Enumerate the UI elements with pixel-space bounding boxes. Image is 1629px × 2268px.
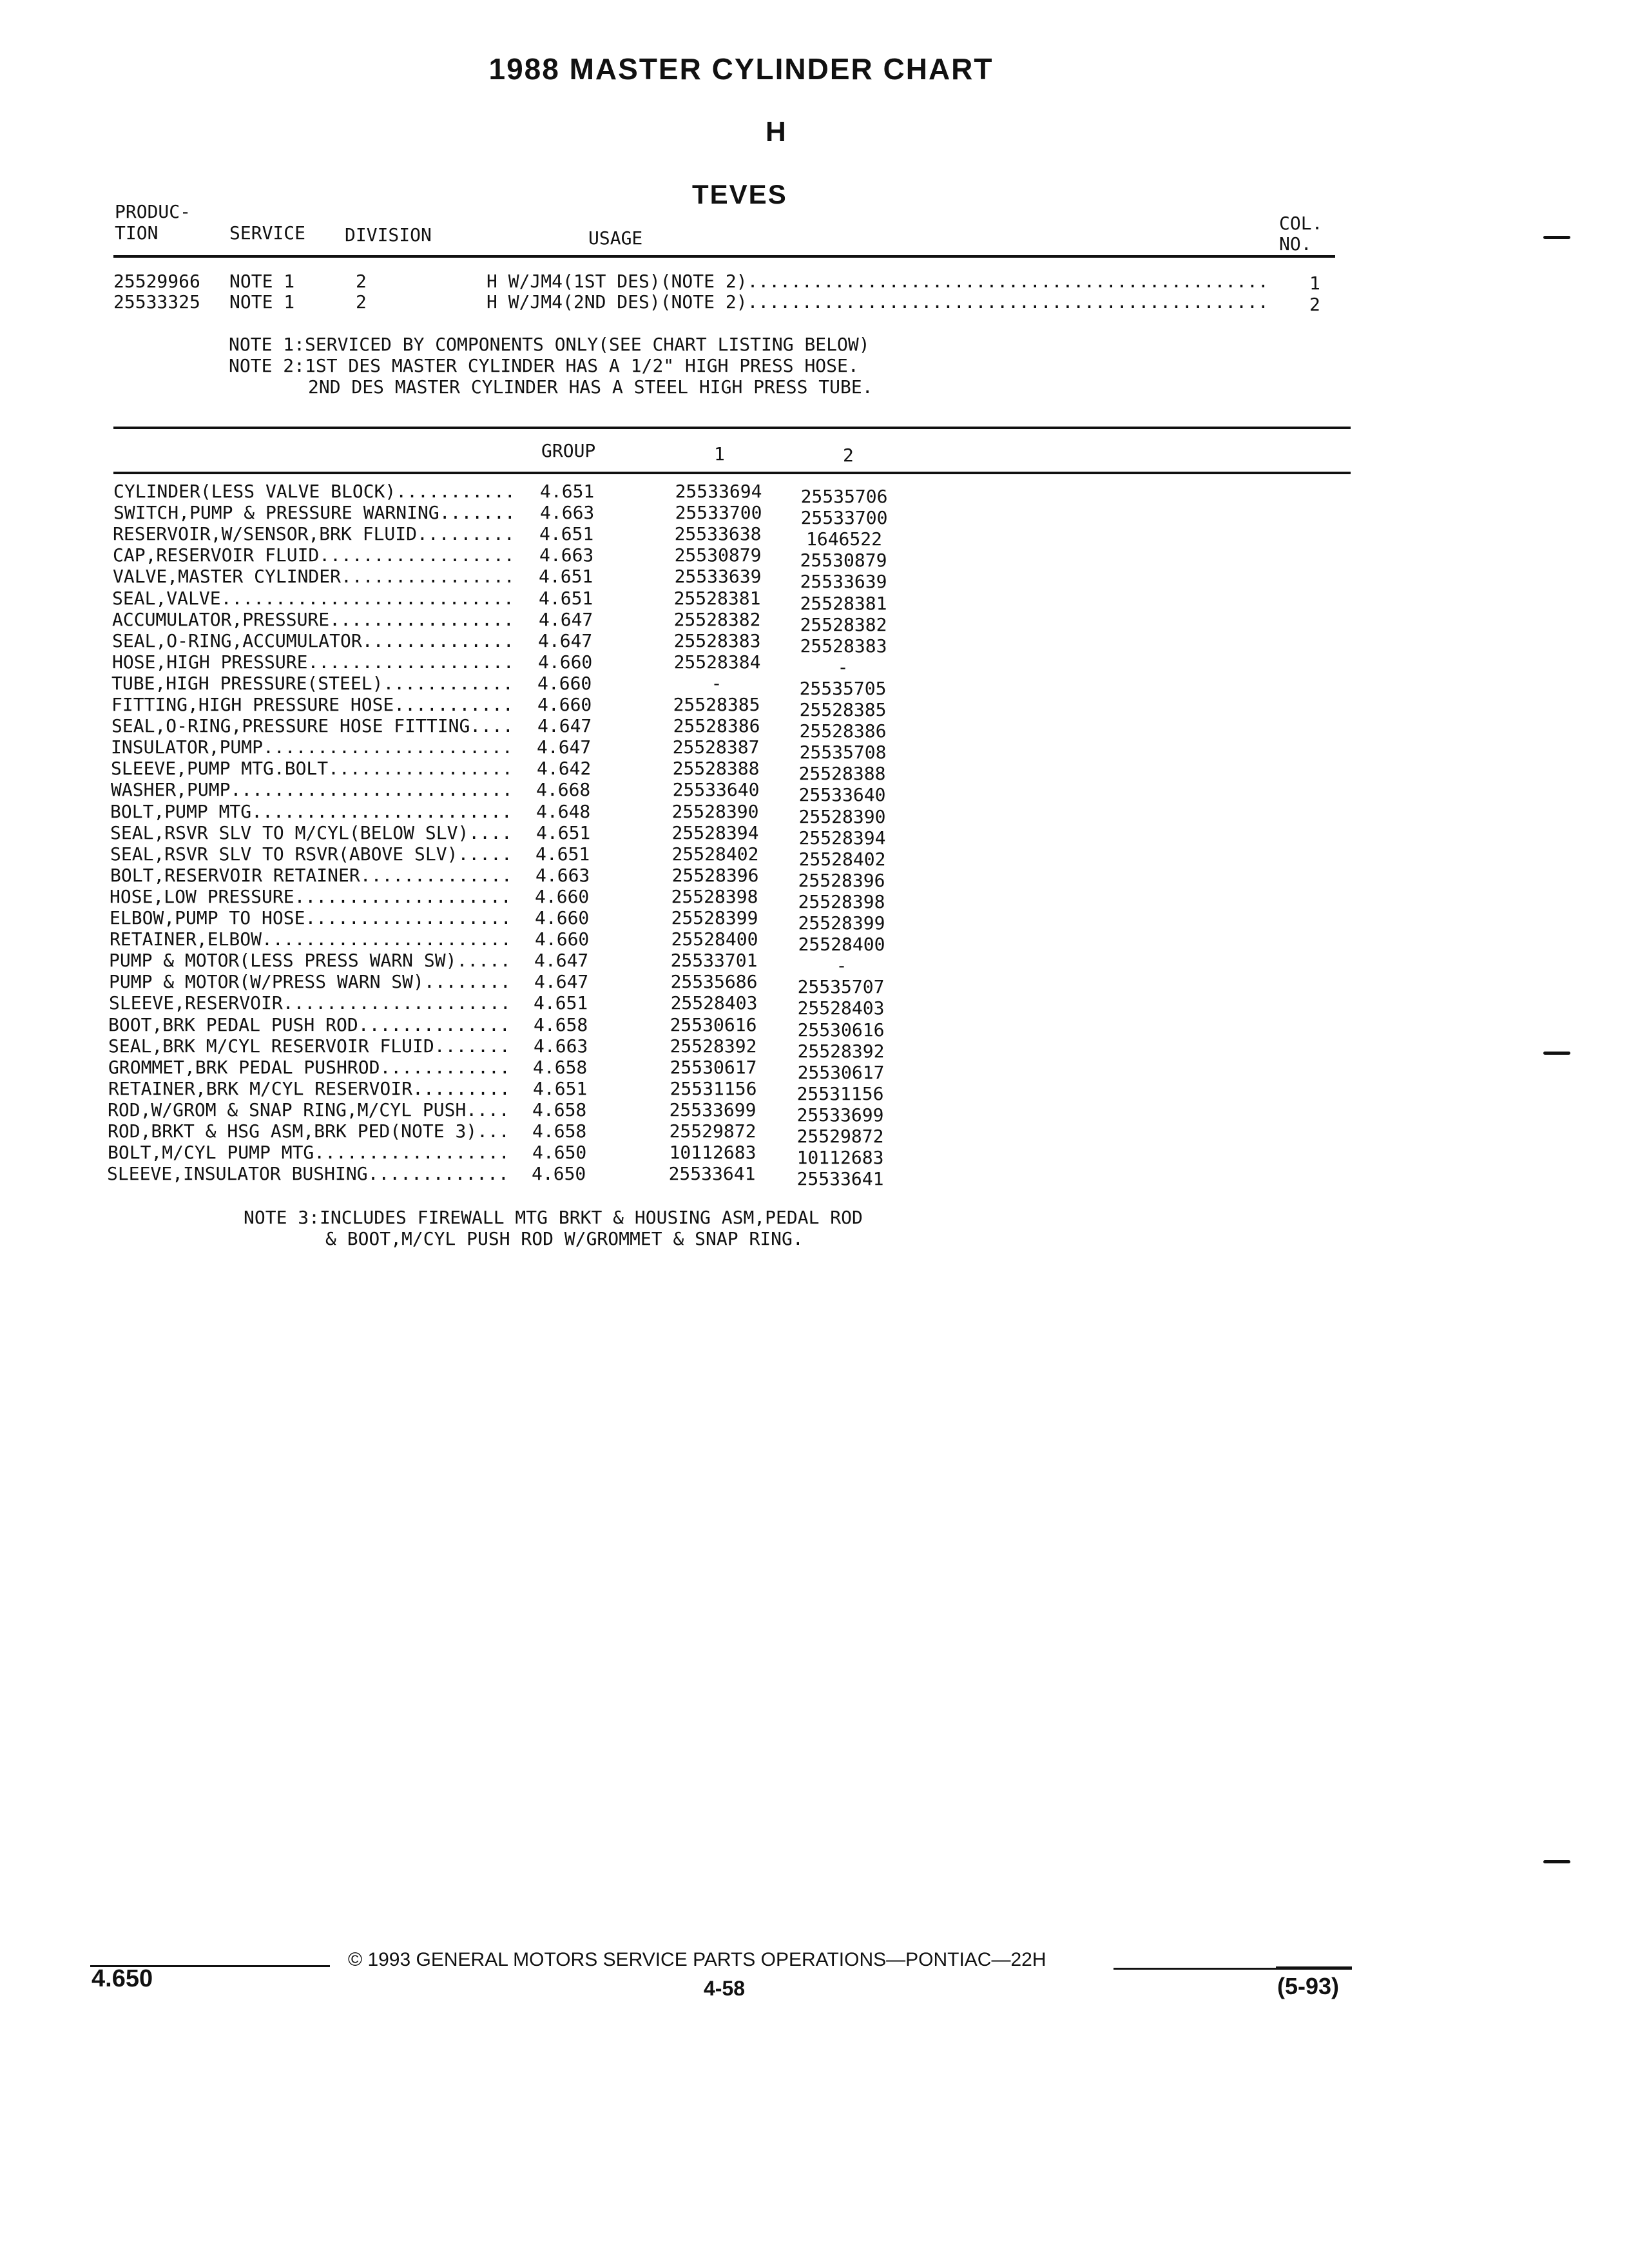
part-description: ROD,BRKT & HSG ASM,BRK PED(NOTE 3)... <box>108 1120 510 1142</box>
part-group: 4.651 <box>535 843 590 865</box>
parts-row <box>0 651 1629 678</box>
usage-col-no: 1 <box>1309 273 1320 294</box>
parts-row <box>0 1099 1629 1126</box>
dot-leader: ................... <box>307 651 514 673</box>
edge-mark-bottom <box>1543 1860 1570 1863</box>
part-col2: 25530879 <box>800 550 887 572</box>
part-group: 4.663 <box>535 864 590 886</box>
part-description: SEAL,VALVE........................... <box>112 587 514 609</box>
note-2-line1: NOTE 2:1ST DES MASTER CYLINDER HAS A 1/2" HIGH PRESS HOSE. <box>229 355 859 376</box>
part-group: 4.647 <box>534 950 589 972</box>
part-description: VALVE,MASTER CYLINDER................ <box>113 566 515 588</box>
parts-table-top-rule <box>113 427 1351 429</box>
dot-leader: .............. <box>358 1014 510 1035</box>
part-group: 4.663 <box>534 1035 588 1057</box>
dot-leader: ........ <box>423 971 511 993</box>
note-3-line1: NOTE 3:INCLUDES FIREWALL MTG BRKT & HOUSING ASM,PEDAL ROD <box>244 1207 863 1228</box>
section-letter: H <box>766 116 787 148</box>
dot-leader: ................................................ <box>747 291 1269 312</box>
parts-row <box>0 971 1629 998</box>
usage-production: 25529966 <box>113 271 200 292</box>
dot-leader: ....................... <box>262 928 512 950</box>
part-description: FITTING,HIGH PRESSURE HOSE........... <box>111 694 514 715</box>
parts-row <box>0 992 1629 1019</box>
parts-row <box>0 1142 1629 1169</box>
part-group: 4.647 <box>537 715 592 737</box>
usage-service: NOTE 1 <box>229 291 295 312</box>
parts-row <box>0 587 1629 614</box>
dot-leader: ........... <box>396 481 516 502</box>
parts-row <box>0 672 1629 699</box>
part-description: PUMP & MOTOR(LESS PRESS WARN SW)..... <box>109 950 511 972</box>
dot-leader: ......... <box>417 523 515 545</box>
part-col1: 25529872 <box>669 1120 757 1142</box>
usage-description: H W/JM4(2ND DES)(NOTE 2)................................................ <box>487 291 1269 312</box>
dot-leader: .... <box>468 822 512 843</box>
col-1-header: 1 <box>714 443 725 465</box>
usage-service: NOTE 1 <box>229 271 295 292</box>
part-col1: 25533701 <box>670 950 758 972</box>
part-description: WASHER,PUMP.......................... <box>111 779 513 801</box>
part-col1: 25533700 <box>675 502 762 524</box>
dot-leader: .... <box>466 1099 510 1120</box>
col-service-header: SERVICE <box>229 222 306 244</box>
part-group: 4.668 <box>536 779 591 801</box>
part-description: SEAL,O-RING,ACCUMULATOR.............. <box>112 629 514 651</box>
parts-row <box>0 566 1629 593</box>
part-col1: 25530616 <box>670 1014 757 1035</box>
part-description: SLEEVE,INSULATOR BUSHING............. <box>107 1163 509 1185</box>
dot-leader: ............ <box>383 672 514 694</box>
part-col1: 25528383 <box>673 629 761 651</box>
note-3-line2: & BOOT,M/CYL PUSH ROD W/GROMMET & SNAP RING. <box>325 1228 804 1249</box>
part-col2: 25528394 <box>798 827 886 849</box>
parts-row <box>0 1077 1629 1104</box>
col-usage-header: USAGE <box>588 227 643 249</box>
parts-row <box>0 1120 1629 1147</box>
part-group: 4.663 <box>540 502 595 524</box>
part-col1: 25528381 <box>673 587 761 609</box>
part-col2: 25530617 <box>797 1061 885 1083</box>
parts-row <box>0 1014 1629 1041</box>
part-group: 4.647 <box>538 629 593 651</box>
usage-header-rule <box>113 255 1335 258</box>
part-col2: - <box>836 955 847 977</box>
part-group: 4.660 <box>535 885 590 907</box>
part-col2: 25528390 <box>798 805 886 827</box>
dot-leader: ................. <box>329 608 514 630</box>
part-group: 4.650 <box>532 1163 586 1185</box>
part-col1: 25528384 <box>673 651 761 673</box>
part-description: HOSE,LOW PRESSURE.................... <box>110 885 512 907</box>
part-col1: 25533638 <box>674 523 762 545</box>
part-col2: 25528385 <box>799 699 887 720</box>
note-1: NOTE 1:SERVICED BY COMPONENTS ONLY(SEE CHART LISTING BELOW) <box>229 334 870 355</box>
part-col2: 25528386 <box>799 720 887 742</box>
col-colno-header-line2: NO. <box>1279 233 1312 255</box>
part-description: SEAL,RSVR SLV TO M/CYL(BELOW SLV).... <box>110 822 512 843</box>
part-col1: 25528403 <box>670 992 758 1014</box>
parts-row <box>0 864 1629 891</box>
dot-leader: .......................... <box>230 779 513 801</box>
edge-mark-top <box>1543 236 1570 239</box>
part-col1: 25530879 <box>674 544 762 566</box>
usage-division: 2 <box>356 291 367 312</box>
part-col2: 25535705 <box>799 677 887 699</box>
parts-row <box>0 758 1629 785</box>
part-group: 4.658 <box>533 1056 588 1078</box>
dot-leader: ................... <box>305 907 512 928</box>
part-col1: 25528387 <box>672 736 760 758</box>
part-col1: 25531156 <box>670 1077 757 1099</box>
part-col1: 25533694 <box>675 481 762 502</box>
part-col2: 25533700 <box>800 507 888 529</box>
part-col2: 25530616 <box>797 1019 885 1041</box>
part-group: 4.647 <box>534 971 589 993</box>
part-group: 4.663 <box>539 544 594 566</box>
part-col1: 25533639 <box>674 566 762 588</box>
part-description: RETAINER,BRK M/CYL RESERVOIR......... <box>108 1077 510 1099</box>
dot-leader: ....................... <box>263 736 513 758</box>
edge-mark-middle <box>1543 1052 1570 1055</box>
part-col2: 25533640 <box>798 784 886 806</box>
part-col2: 25528382 <box>800 613 887 635</box>
parts-row <box>0 544 1629 572</box>
dot-leader: ............. <box>367 1163 509 1185</box>
dot-leader: ............ <box>380 1056 510 1078</box>
part-group: 4.660 <box>535 907 590 928</box>
part-col2: 25533699 <box>796 1104 884 1126</box>
part-description: SLEEVE,RESERVOIR..................... <box>109 992 511 1014</box>
part-description: BOOT,BRK PEDAL PUSH ROD.............. <box>108 1014 510 1035</box>
part-col2: 25528402 <box>798 848 886 870</box>
dot-leader: ... <box>477 1120 510 1142</box>
part-col1: 25533641 <box>668 1163 756 1185</box>
parts-table-header-rule <box>113 472 1351 474</box>
part-description: SLEEVE,PUMP MTG.BOLT................. <box>111 758 513 780</box>
part-col2: 25528399 <box>798 912 885 934</box>
dot-leader: .................. <box>319 544 515 566</box>
part-group: 4.651 <box>539 523 594 545</box>
part-col2: 25528383 <box>800 635 887 657</box>
parts-row <box>0 822 1629 849</box>
part-col1: - <box>711 672 722 694</box>
part-col1: 25528400 <box>671 928 758 950</box>
dot-leader: .............. <box>361 629 514 651</box>
part-group: 4.658 <box>534 1014 588 1035</box>
part-description: ACCUMULATOR,PRESSURE................. <box>112 608 514 630</box>
part-col1: 25528386 <box>673 715 760 737</box>
part-col1: 25528396 <box>671 864 759 886</box>
dot-leader: ....... <box>439 502 516 524</box>
part-group: 4.648 <box>536 800 591 822</box>
parts-row <box>0 481 1629 507</box>
parts-row <box>0 928 1629 956</box>
dot-leader: .................... <box>294 885 512 907</box>
col-group-header: GROUP <box>541 440 596 461</box>
part-col1: 25528388 <box>672 758 760 780</box>
footer-date: (5-93) <box>1277 1973 1340 1999</box>
part-description: CYLINDER(LESS VALVE BLOCK)........... <box>113 481 516 502</box>
part-col2: - <box>837 656 849 678</box>
part-col1: 25528398 <box>671 885 758 907</box>
part-description: RETAINER,ELBOW....................... <box>110 928 512 950</box>
usage-description: H W/JM4(1ST DES)(NOTE 2)................................................ <box>487 271 1269 292</box>
usage-row <box>0 291 1629 315</box>
dot-leader: .............. <box>360 864 512 886</box>
col-production-header-line2: TION <box>115 222 159 244</box>
parts-row <box>0 779 1629 806</box>
part-col1: 10112683 <box>669 1142 757 1164</box>
part-col1: 25528390 <box>671 800 759 822</box>
part-col2: 25528392 <box>797 1040 885 1062</box>
note-2-line2: 2ND DES MASTER CYLINDER HAS A STEEL HIGH PRESS TUBE. <box>308 376 873 398</box>
part-col2: 25531156 <box>796 1082 884 1104</box>
parts-row <box>0 1163 1629 1190</box>
part-group: 4.650 <box>532 1142 587 1164</box>
part-col1: 25535686 <box>670 971 758 993</box>
part-col2: 1646522 <box>805 528 882 550</box>
usage-col-no: 2 <box>1309 294 1320 315</box>
parts-row <box>0 502 1629 529</box>
dot-leader: .... <box>470 715 514 737</box>
part-description: SEAL,BRK M/CYL RESERVOIR FLUID....... <box>108 1035 510 1057</box>
part-col1: 25528385 <box>673 694 760 715</box>
part-col2: 25529872 <box>796 1126 884 1147</box>
part-group: 4.651 <box>534 992 588 1014</box>
part-group: 4.660 <box>537 694 592 715</box>
part-description: ROD,W/GROM & SNAP RING,M/CYL PUSH.... <box>108 1099 510 1120</box>
parts-row <box>0 885 1629 912</box>
page-title: 1988 MASTER CYLINDER CHART <box>488 52 994 86</box>
parts-row <box>0 694 1629 720</box>
part-col1: 25533640 <box>672 779 760 801</box>
part-group: 4.651 <box>540 481 595 502</box>
part-col1: 25528392 <box>670 1035 757 1057</box>
part-description: BOLT,M/CYL PUMP MTG.................. <box>108 1142 510 1164</box>
usage-production: 25533325 <box>113 291 200 312</box>
part-group: 4.651 <box>539 587 593 609</box>
part-group: 4.660 <box>537 672 592 694</box>
part-col2: 25533641 <box>796 1168 884 1190</box>
col-production-header-line1: PRODUC- <box>115 201 191 222</box>
part-description: ELBOW,PUMP TO HOSE................... <box>110 907 512 928</box>
parts-row <box>0 950 1629 977</box>
part-group: 4.647 <box>537 736 592 758</box>
dot-leader: ....... <box>434 1035 510 1057</box>
dot-leader: ........... <box>394 694 514 715</box>
dot-leader: ..... <box>458 843 512 865</box>
part-description: SEAL,RSVR SLV TO RSVR(ABOVE SLV)..... <box>110 843 512 865</box>
part-col2: 25533639 <box>800 571 887 593</box>
dot-leader: ........................... <box>220 587 514 609</box>
part-col1: 25528394 <box>671 822 759 843</box>
part-description: GROMMET,BRK PEDAL PUSHROD............ <box>108 1056 510 1078</box>
part-description: SEAL,O-RING,PRESSURE HOSE FITTING.... <box>111 715 514 737</box>
part-col2: 25528400 <box>798 934 885 956</box>
col-colno-header-line1: COL. <box>1279 213 1323 234</box>
part-group: 4.647 <box>539 608 593 630</box>
part-col2: 25528396 <box>798 869 885 891</box>
part-group: 4.651 <box>533 1077 588 1099</box>
parts-row <box>0 800 1629 827</box>
part-group: 4.651 <box>539 566 593 588</box>
parts-row <box>0 629 1629 657</box>
parts-row <box>0 523 1629 550</box>
part-col1: 25528399 <box>671 907 758 928</box>
part-col1: 25533699 <box>669 1099 757 1120</box>
part-col1: 25528402 <box>671 843 759 865</box>
part-group: 4.651 <box>536 822 591 843</box>
part-col2: 25528403 <box>797 997 885 1019</box>
part-group: 4.658 <box>532 1120 587 1142</box>
part-description: CAP,RESERVOIR FLUID.................. <box>113 544 515 566</box>
part-group: 4.660 <box>538 651 593 673</box>
footer-page-number: 4-58 <box>704 1977 746 2000</box>
dot-leader: ..................... <box>282 992 511 1014</box>
parts-row <box>0 1035 1629 1062</box>
dot-leader: ..... <box>456 950 511 972</box>
part-description: BOLT,PUMP MTG........................ <box>110 800 512 822</box>
dot-leader: ......... <box>412 1077 510 1099</box>
part-description: RESERVOIR,W/SENSOR,BRK FLUID......... <box>113 523 515 545</box>
part-col2: 25535708 <box>799 742 887 764</box>
part-description: SWITCH,PUMP & PRESSURE WARNING....... <box>113 502 516 524</box>
part-description: HOSE,HIGH PRESSURE................... <box>112 651 514 673</box>
part-col2: 25528398 <box>798 890 885 912</box>
part-col2: 25528381 <box>800 592 887 614</box>
part-description: BOLT,RESERVOIR RETAINER.............. <box>110 864 512 886</box>
part-group: 4.658 <box>532 1099 587 1120</box>
dot-leader: .................. <box>314 1142 510 1164</box>
col-2-header: 2 <box>843 445 854 466</box>
parts-row <box>0 715 1629 742</box>
part-description: PUMP & MOTOR(W/PRESS WARN SW)........ <box>109 971 511 993</box>
part-group: 4.660 <box>535 928 590 950</box>
footer-section-number: 4.650 <box>92 1965 153 1992</box>
part-col1: 25530617 <box>670 1056 757 1078</box>
part-group: 4.642 <box>537 758 592 780</box>
footer-copyright: © 1993 GENERAL MOTORS SERVICE PARTS OPERATIONS—PONTIAC—22H <box>348 1949 1046 1970</box>
parts-row <box>0 608 1629 635</box>
part-col2: 25528388 <box>798 763 886 785</box>
col-division-header: DIVISION <box>345 224 432 245</box>
usage-division: 2 <box>356 271 367 292</box>
maker-name: TEVES <box>692 179 787 209</box>
footer-date-rule <box>1276 1966 1352 1968</box>
part-col2: 25535707 <box>797 976 885 998</box>
dot-leader: ................. <box>328 758 513 780</box>
dot-leader: ........................ <box>251 800 512 822</box>
dot-leader: ................................................ <box>747 271 1269 292</box>
dot-leader: ................ <box>341 566 515 588</box>
parts-row <box>0 843 1629 870</box>
part-col2: 25535706 <box>800 486 888 507</box>
part-col2: 10112683 <box>796 1147 884 1169</box>
parts-row <box>0 736 1629 764</box>
part-col1: 25528382 <box>673 608 761 630</box>
usage-row <box>0 271 1629 292</box>
part-description: TUBE,HIGH PRESSURE(STEEL)............ <box>111 672 514 694</box>
parts-row <box>0 1056 1629 1083</box>
parts-row <box>0 907 1629 934</box>
part-description: INSULATOR,PUMP....................... <box>111 736 513 758</box>
